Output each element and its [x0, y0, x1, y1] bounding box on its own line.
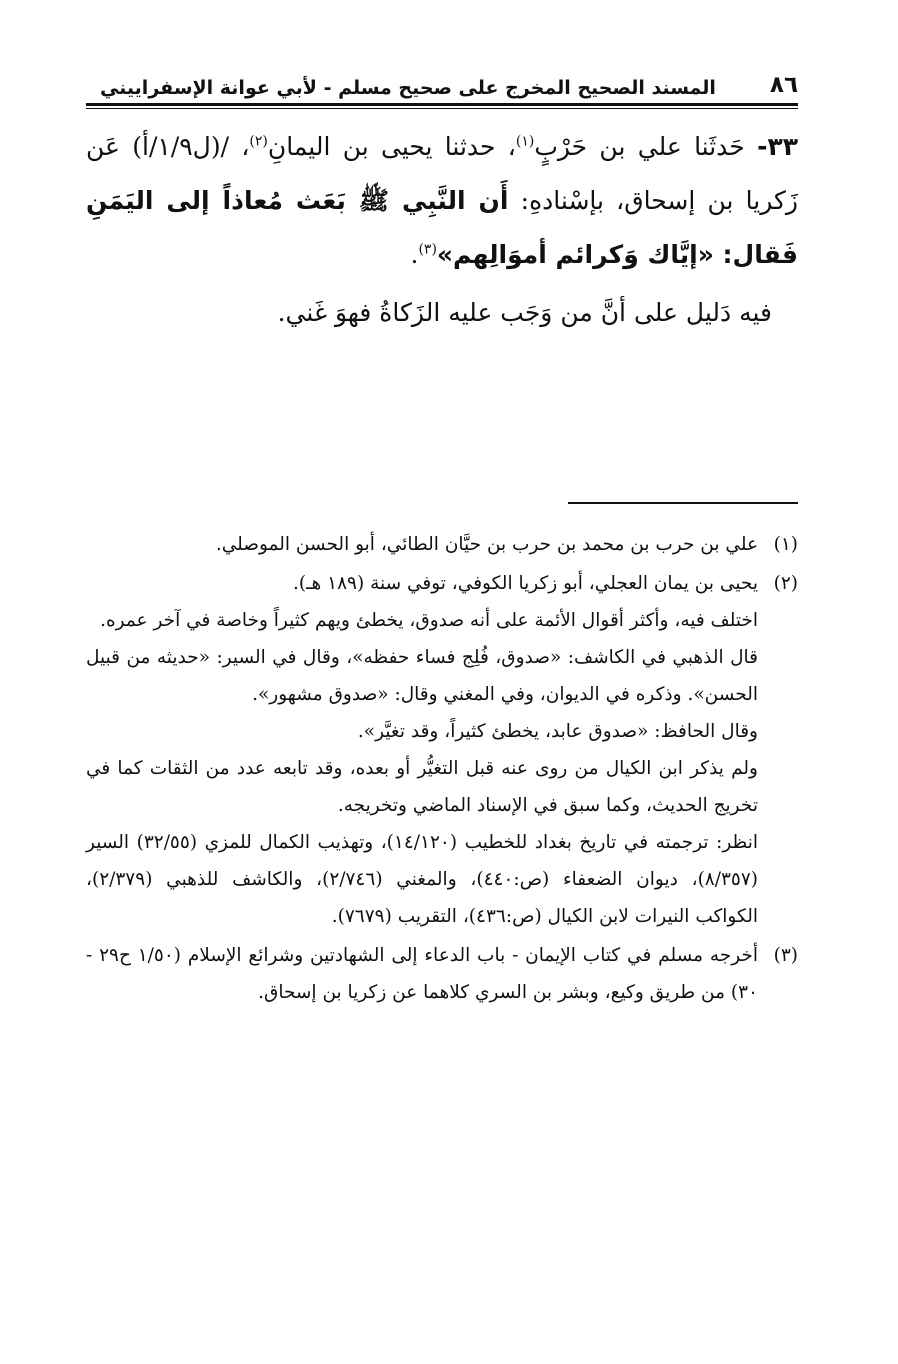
running-header — [86, 60, 798, 100]
running-title: المسند الصحيح المخرج على صحيح مسلم - لأبي عوانة الإسفراييني — [99, 77, 716, 100]
chain-part-2: ، حدثنا يحيى بن اليمانِ — [267, 132, 516, 161]
chain-part-3: ، — [241, 132, 250, 161]
hadith-matn: أَن النَّبِي ﷺ بَعَث مُعاذاً إلى اليَمَنِ فَقال: «إيَّاك وَكرائم أموَالِهم» — [86, 186, 798, 269]
footnote-paragraph: انظر: ترجمته في تاريخ بغداد للخطيب (١٤/١٢٠)، وتهذيب الكمال للمزي (٣٢/٥٥) السير (٨/٣٥٧)، ديوان الضعفاء (ص:٤٤٠)، والمغني (٢/٧٤٦)، والكاشف للذهبي (٢/٣٧٩)، الكواكب النيرات لابن الكيال (ص:٤٣٦)، التقريب (٧٦٧٩). — [86, 832, 758, 927]
footnote-paragraph: قال الذهبي في الكاشف: «صدوق، فُلِج فساء حفظه»، وقال في السير: «حديثه من قبيل الحسن». وذكره في الديوان، وفي المغني وقال: «صدوق مشهور». — [86, 647, 758, 705]
page-number: ٨٦ — [769, 72, 798, 99]
footnote-ref-2: (٢) — [249, 133, 268, 150]
footnote-3 — [86, 937, 798, 1011]
hadith-number: ٣٣- — [757, 132, 798, 161]
footnote-2 — [86, 565, 798, 935]
hadith-body — [86, 120, 798, 282]
chain-part-4: /(ل١/٩/أ) عَن زَكريا بن إسحاق، بإسْنادهِ: — [86, 132, 798, 215]
footnote-paragraph: يحيى بن يمان العجلي، أبو زكريا الكوفي، توفي سنة (١٨٩ هـ). — [293, 573, 758, 594]
footnote-mark: (٣) — [773, 945, 798, 966]
footnote-paragraph: وقال الحافظ: «صدوق عابد، يخطئ كثيراً، وقد تغيَّر». — [357, 721, 758, 742]
footnote-ref-1: (١) — [515, 133, 535, 150]
header-rule-thin — [86, 108, 798, 109]
footnote-body — [86, 565, 758, 935]
footnote-text: أخرجه مسلم في كتاب الإيمان - باب الدعاء إلى الشهادتين وشرائع الإسلام (١/٥٠ ح٢٩ - ٣٠) من طريق وكيع، وبشر بن السري كلاهما عن زكريا بن إسحاق. — [86, 945, 758, 1003]
footnote-text: علي بن حرب بن محمد بن حرب بن حيَّان الطائي، أبو الحسن الموصلي. — [215, 534, 758, 555]
footnote-separator — [568, 502, 798, 504]
footnote-mark: (٢) — [773, 573, 798, 594]
footnote-paragraph: ولم يذكر ابن الكيال من روى عنه قبل التغيُّر أو بعده، وقد تابعه عدد من الثقات كما في تخريج الحديث، وكما سبق في الإسناد الماضي وتخريجه. — [86, 758, 758, 816]
footnote-body — [86, 937, 758, 1011]
header-rule — [86, 103, 798, 106]
footnote-1 — [86, 526, 798, 563]
footnote-ref-3: (٣) — [418, 241, 437, 258]
hadith-end: . — [410, 240, 419, 269]
footnotes — [86, 526, 798, 1013]
footnote-body — [86, 526, 758, 563]
footnote-mark: (١) — [773, 534, 798, 555]
footnote-paragraph: اختلف فيه، وأكثر أقوال الأئمة على أنه صدوق، يخطئ ويهم كثيراً وخاصة في آخر عمره. — [100, 610, 758, 631]
chain-part-1: حَدثَنا علي بن حَرْبٍ — [534, 132, 745, 161]
hadith-text — [86, 120, 798, 340]
hadith-comment: فيه دَليل على أنَّ من وَجَب عليه الزَكاةُ فهوَ غَني. — [277, 298, 772, 327]
